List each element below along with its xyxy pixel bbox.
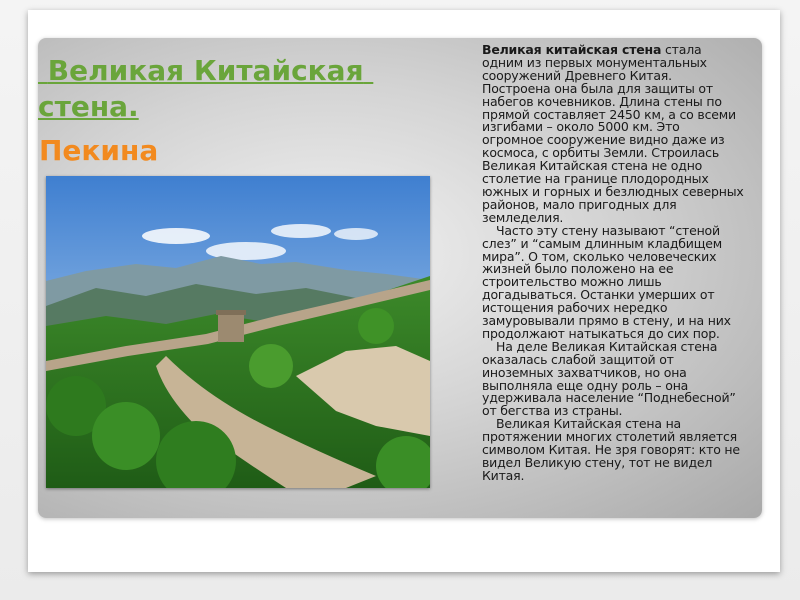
slide-title-text: Великая Китайская стена. bbox=[38, 54, 374, 123]
body-text bbox=[482, 44, 744, 483]
paragraph-1-bold: Великая китайская стена bbox=[482, 42, 662, 57]
paragraph-4: Великая Китайская стена на протяжении многих столетий является символом Китая. Не зря говорят: кто не видел Великую стену, тот не видел Китая. bbox=[482, 416, 740, 483]
paragraph-1-text: стала одним из первых монументальных сооружений Древнего Китая. Построена она была для защиты от набегов кочевников. Длина стены по прямой составляет 2450 км, а со всеми изгибами – около 5000 км. Это огромное сооружение видно даже из космоса, с орбиты Земли. Строилась Великая Китайская стена не одно столетие на границе плодородных южных и горных и безлюдных северных районов, мало пригодных для земледелия. bbox=[482, 42, 744, 225]
great-wall-photo bbox=[46, 176, 430, 488]
great-wall-illustration bbox=[46, 176, 430, 488]
watchtower bbox=[218, 314, 244, 342]
paragraph-1 bbox=[482, 44, 744, 225]
paragraph-2: Часто эту стену называют “стеной слез” и “самым длинным кладбищем мира”. О том, сколько человеческих жизней было положено на ее строительство можно лишь догадываться. Останки умерших от истощения рабочих нередко замуровывали прямо в стену, и на них продолжают натыкаться до сих пор. bbox=[482, 222, 731, 341]
cloud bbox=[334, 228, 378, 240]
slide-title bbox=[38, 53, 438, 125]
cloud bbox=[271, 224, 331, 238]
slide-subtitle: Пекина bbox=[39, 134, 159, 167]
cloud bbox=[142, 228, 210, 244]
paragraph-3: На деле Великая Китайская стена оказалась слабой защитой от иноземных захватчиков, но она выполняла еще одну роль – она удерживала население “Поднебесной” от бегства из страны. bbox=[482, 338, 736, 419]
